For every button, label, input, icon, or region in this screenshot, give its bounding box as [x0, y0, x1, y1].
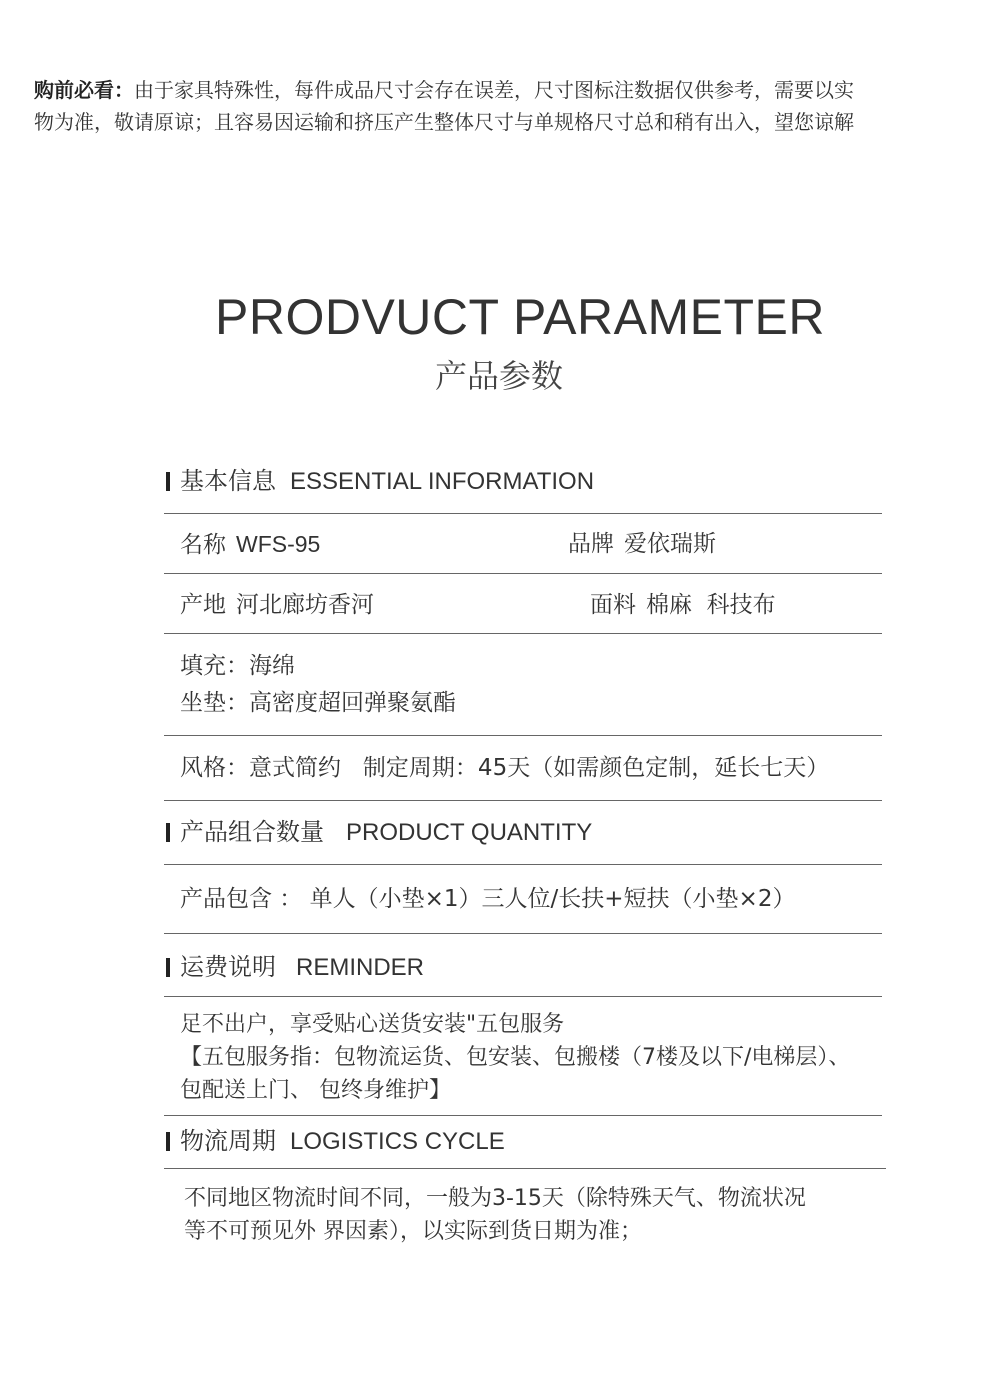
divider	[164, 573, 882, 574]
notice-line-1	[34, 74, 964, 106]
spec-name	[180, 528, 320, 561]
divider	[164, 996, 882, 997]
notice-line-2: 物为准，敬请原谅；且容易因运输和挤压产生整体尺寸与单规格尺寸总和稍有出入，望您谅解	[34, 110, 854, 134]
spec-origin-label: 产地	[180, 592, 226, 618]
page-subtitle: 产品参数	[434, 357, 563, 395]
section-title-cn: 基本信息	[180, 467, 276, 495]
divider	[164, 864, 882, 865]
spec-cushion: 坐垫：高密度超回弹聚氨酯	[180, 690, 456, 716]
section-marker-icon	[166, 823, 170, 842]
logistics-line-2: 等不可预见外 界因素），以实际到货日期为准；	[184, 1219, 642, 1244]
divider	[164, 513, 882, 514]
section-heading-quantity	[166, 817, 882, 847]
spec-origin-value: 河北廊坊香河	[236, 592, 374, 618]
reminder-line-2: 【五包服务指：包物流运货、包安装、包搬楼（7楼及以下/电梯层）、	[180, 1045, 851, 1070]
divider	[164, 933, 882, 934]
notice-text-1: 由于家具特殊性，每件成品尺寸会存在误差，尺寸图标注数据仅供参考，需要以实	[134, 78, 854, 102]
logistics-line-1: 不同地区物流时间不同，一般为3-15天（除特殊天气、物流状况	[184, 1186, 806, 1211]
section-heading-reminder	[166, 952, 882, 982]
divider	[164, 735, 882, 736]
spec-brand-label: 品牌	[568, 531, 614, 557]
section-title-cn: 产品组合数量	[180, 818, 324, 846]
section-title-cn: 物流周期	[180, 1127, 276, 1155]
spec-fabric	[590, 589, 776, 621]
reminder-line-1: 足不出户，享受贴心送货安装"五包服务	[180, 1012, 565, 1037]
spec-name-label: 名称	[180, 532, 226, 558]
spec-brand	[568, 528, 716, 560]
section-marker-icon	[166, 472, 170, 491]
section-title-cn: 运费说明	[180, 953, 276, 981]
spec-origin	[180, 589, 374, 621]
section-title-en: LOGISTICS CYCLE	[290, 1128, 505, 1155]
section-title-en: ESSENTIAL INFORMATION	[290, 468, 595, 495]
section-marker-icon	[166, 1132, 170, 1151]
page-title: PRODVUCT PARAMETER	[214, 289, 825, 345]
divider	[164, 1168, 886, 1169]
notice-label: 购前必看：	[34, 78, 134, 102]
section-title-en: REMINDER	[296, 954, 425, 981]
divider	[164, 800, 882, 801]
section-heading-essential	[166, 466, 882, 496]
spec-name-value: WFS-95	[236, 531, 321, 557]
spec-brand-value: 爱依瑞斯	[624, 531, 716, 557]
spec-fabric-label: 面料	[590, 592, 636, 618]
divider	[164, 633, 882, 634]
spec-filling: 填充：海绵	[180, 653, 295, 679]
product-contents: 产品包含 ： 单人（小垫×1）三人位/长扶+短扶（小垫×2）	[180, 886, 796, 912]
divider	[164, 1115, 882, 1116]
purchase-notice	[34, 74, 964, 138]
section-marker-icon	[166, 958, 170, 977]
spec-fabric-value: 棉麻 科技布	[646, 592, 776, 618]
section-title-en: PRODUCT QUANTITY	[346, 819, 593, 846]
reminder-line-3: 包配送上门、 包终身维护】	[180, 1078, 451, 1103]
spec-style-period: 风格：意式简约 制定周期：45天（如需颜色定制，延长七天）	[180, 755, 830, 781]
section-heading-logistics	[166, 1126, 882, 1156]
